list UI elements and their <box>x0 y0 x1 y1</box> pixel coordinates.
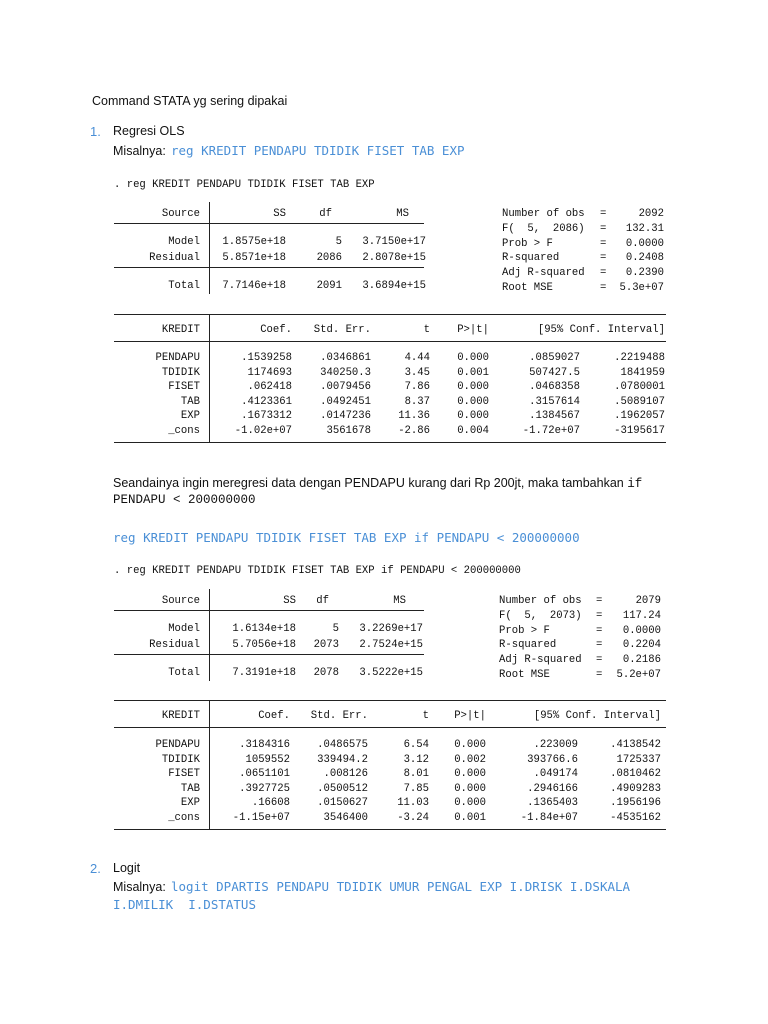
anova-ss: 5.8571e+18 <box>222 252 286 264</box>
coef-ci-high: -3195617 <box>614 425 665 437</box>
anova-header-ss: SS <box>273 208 286 220</box>
example-label-2: Misalnya: <box>113 880 166 894</box>
model-stat-label: Root MSE <box>499 669 550 681</box>
coef-header-se: Std. Err. <box>313 324 371 336</box>
coef-top-rule <box>114 700 666 701</box>
coef-ci-low: 507427.5 <box>529 366 580 379</box>
coef-t: 6.54 <box>403 739 429 751</box>
anova-source: Total <box>168 280 200 292</box>
coef-var: _cons <box>168 425 200 437</box>
model-stat-value: 0.0000 <box>622 624 661 637</box>
coef-t: 4.44 <box>404 352 430 364</box>
coef-ci-high: .2219488 <box>614 352 665 364</box>
coef-p: 0.002 <box>454 753 486 766</box>
model-stat-value: 0.2186 <box>622 654 661 667</box>
note-code-if: if <box>627 477 643 491</box>
anova-ms: 3.5222e+15 <box>359 667 423 679</box>
model-stat-eq: = <box>596 654 603 667</box>
model-stat-eq: = <box>600 208 607 220</box>
coef-value: .3184316 <box>239 739 290 751</box>
coef-var: TAB <box>180 395 200 408</box>
model-stat-label: Prob > F <box>502 237 553 250</box>
anova-divider <box>209 589 210 681</box>
coef-header-p: P>|t| <box>454 710 486 722</box>
model-stat-value: 5.2e+07 <box>616 669 661 681</box>
anova-df: 2073 <box>313 639 339 651</box>
coef-ci-high: .0780001 <box>614 381 665 394</box>
section-number-2: 2. <box>90 861 101 876</box>
coef-header-t: t <box>423 324 430 336</box>
coef-p: 0.000 <box>457 395 489 408</box>
coef-t: 3.12 <box>403 753 429 766</box>
coef-std-err: .0150627 <box>317 797 368 810</box>
coef-p: 0.000 <box>457 381 489 394</box>
example-command-logit-line1: logit DPARTIS PENDAPU TDIDIK UMUR PENGAL EXP I.DRISK I.DSKALA <box>171 879 631 894</box>
note-text <box>113 476 642 491</box>
coef-std-err: .0486575 <box>317 739 368 751</box>
anova-header-df: df <box>316 595 329 607</box>
coef-ci-high: 1841959 <box>620 366 665 379</box>
anova-header-source: Source <box>161 595 200 607</box>
coef-t: 7.85 <box>403 782 429 795</box>
coef-ci-low: .1384567 <box>529 410 580 423</box>
coef-ci-low: .223009 <box>533 739 578 751</box>
model-stat-eq: = <box>600 237 607 250</box>
anova-df: 2091 <box>316 280 342 292</box>
note-code-condition: PENDAPU < 200000000 <box>113 493 256 507</box>
section-heading-logit: Logit <box>113 861 141 875</box>
anova-source: Model <box>168 236 200 248</box>
coef-ci-high: 1725337 <box>616 753 661 766</box>
coef-std-err: 3561678 <box>326 425 371 437</box>
anova-rule <box>114 654 424 655</box>
anova-header-ms: MS <box>393 595 406 607</box>
stata-command: . reg KREDIT PENDAPU TDIDIK FISET TAB EXP <box>114 179 375 191</box>
filtered-command: reg KREDIT PENDAPU TDIDIK FISET TAB EXP if PENDAPU < 200000000 <box>113 530 580 545</box>
coef-p: 0.001 <box>457 366 489 379</box>
coef-value: .3927725 <box>239 782 290 795</box>
coef-var: PENDAPU <box>155 739 200 751</box>
section-heading-ols: Regresi OLS <box>113 124 185 138</box>
coef-ci-high: .4909283 <box>610 782 661 795</box>
coef-var: TDIDIK <box>161 366 200 379</box>
coef-ci-high: .5089107 <box>614 395 665 408</box>
coef-value: .1539258 <box>241 352 292 364</box>
coef-ci-high: .1956196 <box>610 797 661 810</box>
coef-value: .062418 <box>247 381 292 394</box>
coef-value: .1673312 <box>241 410 292 423</box>
coef-var: EXP <box>180 797 200 810</box>
coef-ci-low: .1365403 <box>527 797 578 810</box>
coef-p: 0.000 <box>454 782 486 795</box>
coef-t: 7.86 <box>404 381 430 394</box>
coef-std-err: .0147236 <box>320 410 371 423</box>
coef-ci-low: -1.84e+07 <box>520 812 578 824</box>
model-stat-label: F( 5, 2086) <box>502 222 585 235</box>
coef-var: _cons <box>168 812 200 824</box>
coef-ci-high: -4535162 <box>610 812 661 824</box>
anova-rule <box>114 610 424 611</box>
coef-ci-high: .1962057 <box>614 410 665 423</box>
model-stat-label: Prob > F <box>499 624 550 637</box>
coef-value: .4123361 <box>241 395 292 408</box>
coef-std-err: .0079456 <box>320 381 371 394</box>
coef-ci-low: 393766.6 <box>527 753 578 766</box>
coef-std-err: 340250.3 <box>320 366 371 379</box>
anova-ss: 7.3191e+18 <box>232 667 296 679</box>
model-stat-label: Number of obs <box>499 595 582 607</box>
anova-source: Residual <box>149 252 200 264</box>
model-stat-label: Adj R-squared <box>502 267 585 280</box>
anova-ms: 2.8078e+15 <box>362 252 426 264</box>
anova-ms: 2.7524e+15 <box>359 639 423 651</box>
model-stat-eq: = <box>600 267 607 280</box>
model-stat-label: Root MSE <box>502 282 553 294</box>
anova-ms: 3.2269e+17 <box>359 623 423 635</box>
anova-source: Residual <box>149 639 200 651</box>
anova-source: Total <box>168 667 200 679</box>
model-stat-eq: = <box>600 222 607 235</box>
coef-std-err: .008126 <box>323 768 368 781</box>
anova-rule <box>114 267 424 268</box>
coef-var: PENDAPU <box>155 352 200 364</box>
coef-bottom-rule <box>114 442 666 443</box>
coef-ci-high: .4138542 <box>610 739 661 751</box>
coef-p: 0.000 <box>454 797 486 810</box>
coef-value: -1.15e+07 <box>232 812 290 824</box>
model-stat-eq: = <box>600 252 607 265</box>
note-text-line1: Seandainya ingin meregresi data dengan PENDAPU kurang dari Rp 200jt, maka tambahkan <box>113 476 624 490</box>
coef-t: -3.24 <box>397 812 429 824</box>
model-stat-value: 5.3e+07 <box>619 282 664 294</box>
coef-ci-low: -1.72e+07 <box>522 425 580 437</box>
anova-source: Model <box>168 623 200 635</box>
coef-p: 0.000 <box>457 410 489 423</box>
coef-p: 0.001 <box>454 812 486 824</box>
anova-df: 2078 <box>313 667 339 679</box>
coef-std-err: 3546400 <box>323 812 368 824</box>
model-stat-value: 132.31 <box>625 222 664 235</box>
coef-t: 8.37 <box>404 395 430 408</box>
coef-t: 11.03 <box>397 797 429 810</box>
coef-header-p: P>|t| <box>457 324 489 336</box>
coef-header-ci: [95% Conf. Interval] <box>533 710 661 722</box>
anova-ss: 7.7146e+18 <box>222 280 286 292</box>
coef-header-var: KREDIT <box>161 710 200 722</box>
anova-header-ms: MS <box>396 208 409 220</box>
coef-p: 0.000 <box>454 768 486 781</box>
coef-t: 3.45 <box>404 366 430 379</box>
coef-std-err: .0492451 <box>320 395 371 408</box>
coef-ci-low: .2946166 <box>527 782 578 795</box>
coef-value: .16608 <box>251 797 290 810</box>
coef-ci-low: .0468358 <box>529 381 580 394</box>
example-label-1: Misalnya: <box>113 144 166 158</box>
model-stat-eq: = <box>596 639 603 652</box>
model-stat-label: Adj R-squared <box>499 654 582 667</box>
coef-t: -2.86 <box>398 425 430 437</box>
coef-var: FISET <box>168 768 200 781</box>
model-stat-value: 2079 <box>635 595 661 607</box>
coef-header-var: KREDIT <box>161 324 200 336</box>
model-stat-eq: = <box>600 282 607 294</box>
coef-value: 1174693 <box>247 366 292 379</box>
model-stat-value: 0.2390 <box>625 267 664 280</box>
model-stat-value: 2092 <box>638 208 664 220</box>
model-stat-value: 0.2204 <box>622 639 661 652</box>
coef-var: EXP <box>180 410 200 423</box>
section-number-1: 1. <box>90 124 101 139</box>
anova-df: 5 <box>335 236 342 248</box>
anova-ms: 3.6894e+15 <box>362 280 426 292</box>
coef-ci-high: .0810462 <box>610 768 661 781</box>
coef-p: 0.004 <box>457 425 489 437</box>
coef-header-t: t <box>422 710 429 722</box>
anova-df: 2086 <box>316 252 342 264</box>
coef-std-err: .0500512 <box>317 782 368 795</box>
model-stat-eq: = <box>596 624 603 637</box>
coef-value: 1059552 <box>245 753 290 766</box>
anova-ss: 1.8575e+18 <box>222 236 286 248</box>
coef-value: -1.02e+07 <box>234 425 292 437</box>
coef-top-rule <box>114 314 666 315</box>
model-stat-label: Number of obs <box>502 208 585 220</box>
anova-header-source: Source <box>161 208 200 220</box>
coef-header-rule <box>114 727 666 728</box>
model-stat-value: 0.0000 <box>625 237 664 250</box>
coef-var: TAB <box>180 782 200 795</box>
anova-header-ss: SS <box>283 595 296 607</box>
page-title: Command STATA yg sering dipakai <box>92 94 288 108</box>
model-stat-eq: = <box>596 609 603 622</box>
coef-header-ci: [95% Conf. Interval] <box>537 324 665 336</box>
coef-header-se: Std. Err. <box>310 710 368 722</box>
coef-ci-low: .049174 <box>533 768 578 781</box>
coef-t: 11.36 <box>398 410 430 423</box>
model-stat-value: 0.2408 <box>625 252 664 265</box>
anova-header-df: df <box>319 208 332 220</box>
example-command-ols: reg KREDIT PENDAPU TDIDIK FISET TAB EXP <box>171 143 465 158</box>
coef-value: .0651101 <box>239 768 290 781</box>
coef-bottom-rule <box>114 829 666 830</box>
model-stat-label: R-squared <box>499 639 557 652</box>
example-command-logit-line2: I.DMILIK I.DSTATUS <box>113 897 256 912</box>
coef-header-coef: Coef. <box>260 324 292 336</box>
coef-ci-low: .0859027 <box>529 352 580 364</box>
anova-ss: 1.6134e+18 <box>232 623 296 635</box>
anova-ms: 3.7150e+17 <box>362 236 426 248</box>
coef-p: 0.000 <box>457 352 489 364</box>
model-stat-eq: = <box>596 595 603 607</box>
anova-rule <box>114 223 424 224</box>
coef-p: 0.000 <box>454 739 486 751</box>
coef-divider <box>209 314 210 442</box>
model-stat-eq: = <box>596 669 603 681</box>
coef-ci-low: .3157614 <box>529 395 580 408</box>
model-stat-label: R-squared <box>502 252 560 265</box>
model-stat-label: F( 5, 2073) <box>499 609 582 622</box>
coef-var: FISET <box>168 381 200 394</box>
coef-header-coef: Coef. <box>258 710 290 722</box>
coef-var: TDIDIK <box>161 753 200 766</box>
anova-df: 5 <box>332 623 339 635</box>
coef-header-rule <box>114 341 666 342</box>
model-stat-value: 117.24 <box>622 609 661 622</box>
coef-t: 8.01 <box>403 768 429 781</box>
stata-command: . reg KREDIT PENDAPU TDIDIK FISET TAB EXP if PENDAPU < 200000000 <box>114 565 521 577</box>
coef-std-err: .0346861 <box>320 352 371 364</box>
coef-std-err: 339494.2 <box>317 753 368 766</box>
anova-ss: 5.7056e+18 <box>232 639 296 651</box>
